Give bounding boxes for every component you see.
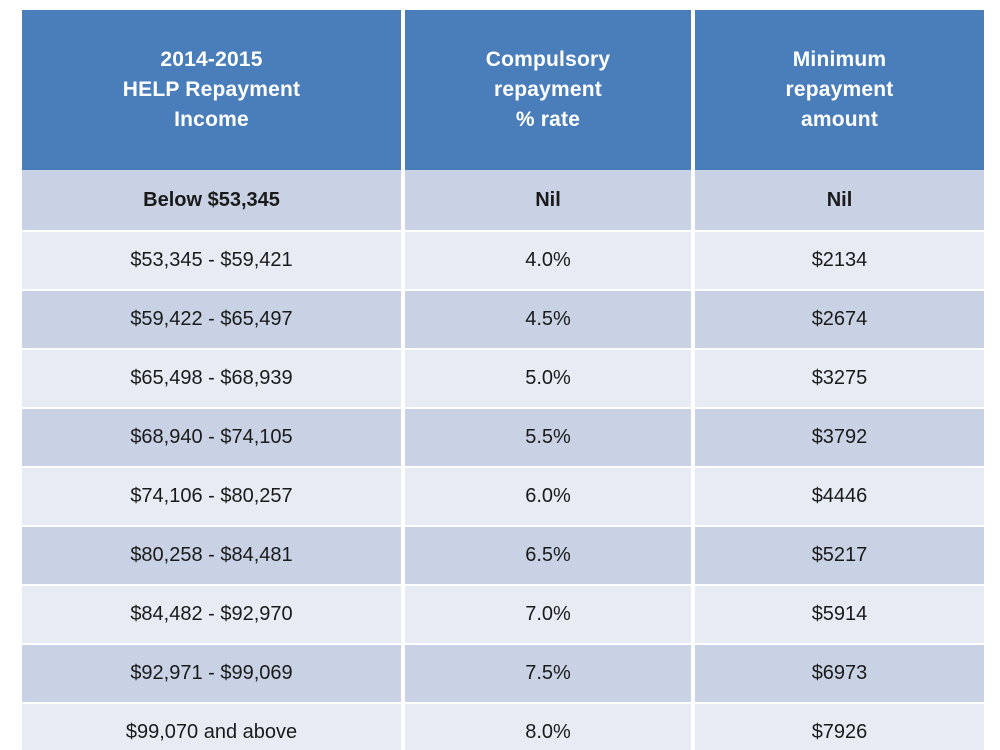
table-row — [22, 409, 984, 468]
column-header-amount-line-3: amount — [800, 107, 879, 131]
column-header-amount-line-2: repayment — [785, 78, 894, 102]
table-header-row — [22, 10, 984, 170]
cell-amount: $5914 — [695, 586, 984, 645]
table-row — [22, 704, 984, 750]
column-header-amount-line-1: Minimum — [792, 48, 887, 72]
cell-amount: $7926 — [695, 704, 984, 750]
table-body — [22, 170, 984, 750]
cell-income: $84,482 - $92,970 — [22, 586, 405, 645]
column-header-rate-line-1: Compulsory — [485, 48, 611, 72]
table-row — [22, 170, 984, 232]
table-row — [22, 232, 984, 291]
cell-rate: 4.0% — [405, 232, 695, 291]
cell-amount: $2134 — [695, 232, 984, 291]
cell-rate: 7.0% — [405, 586, 695, 645]
cell-rate: 4.5% — [405, 291, 695, 350]
cell-income: $68,940 - $74,105 — [22, 409, 405, 468]
cell-income: $74,106 - $80,257 — [22, 468, 405, 527]
cell-rate: 6.0% — [405, 468, 695, 527]
cell-income: Below $53,345 — [22, 170, 405, 232]
cell-income: $65,498 - $68,939 — [22, 350, 405, 409]
column-header-income — [22, 10, 405, 170]
column-header-rate-line-3: % rate — [515, 107, 581, 131]
column-header-income-line-2: HELP Repayment — [122, 78, 301, 102]
cell-amount: $5217 — [695, 527, 984, 586]
column-header-rate — [405, 10, 695, 170]
cell-rate: 5.5% — [405, 409, 695, 468]
cell-amount: Nil — [695, 170, 984, 232]
column-header-amount — [695, 10, 984, 170]
cell-amount: $4446 — [695, 468, 984, 527]
cell-amount: $6973 — [695, 645, 984, 704]
table-row — [22, 291, 984, 350]
cell-rate: Nil — [405, 170, 695, 232]
cell-rate: 7.5% — [405, 645, 695, 704]
cell-income: $80,258 - $84,481 — [22, 527, 405, 586]
cell-amount: $2674 — [695, 291, 984, 350]
cell-rate: 8.0% — [405, 704, 695, 750]
cell-amount: $3275 — [695, 350, 984, 409]
cell-amount: $3792 — [695, 409, 984, 468]
column-header-income-line-3: Income — [174, 107, 249, 131]
column-header-income-line-1: 2014-2015 — [160, 48, 263, 72]
table-row — [22, 586, 984, 645]
cell-income: $53,345 - $59,421 — [22, 232, 405, 291]
cell-rate: 5.0% — [405, 350, 695, 409]
table-row — [22, 468, 984, 527]
table-row — [22, 527, 984, 586]
table-row — [22, 350, 984, 409]
table-header — [22, 10, 984, 170]
cell-income: $59,422 - $65,497 — [22, 291, 405, 350]
cell-rate: 6.5% — [405, 527, 695, 586]
help-repayment-table — [22, 10, 984, 750]
cell-income: $92,971 - $99,069 — [22, 645, 405, 704]
cell-income: $99,070 and above — [22, 704, 405, 750]
table-row — [22, 645, 984, 704]
column-header-rate-line-2: repayment — [493, 78, 602, 102]
